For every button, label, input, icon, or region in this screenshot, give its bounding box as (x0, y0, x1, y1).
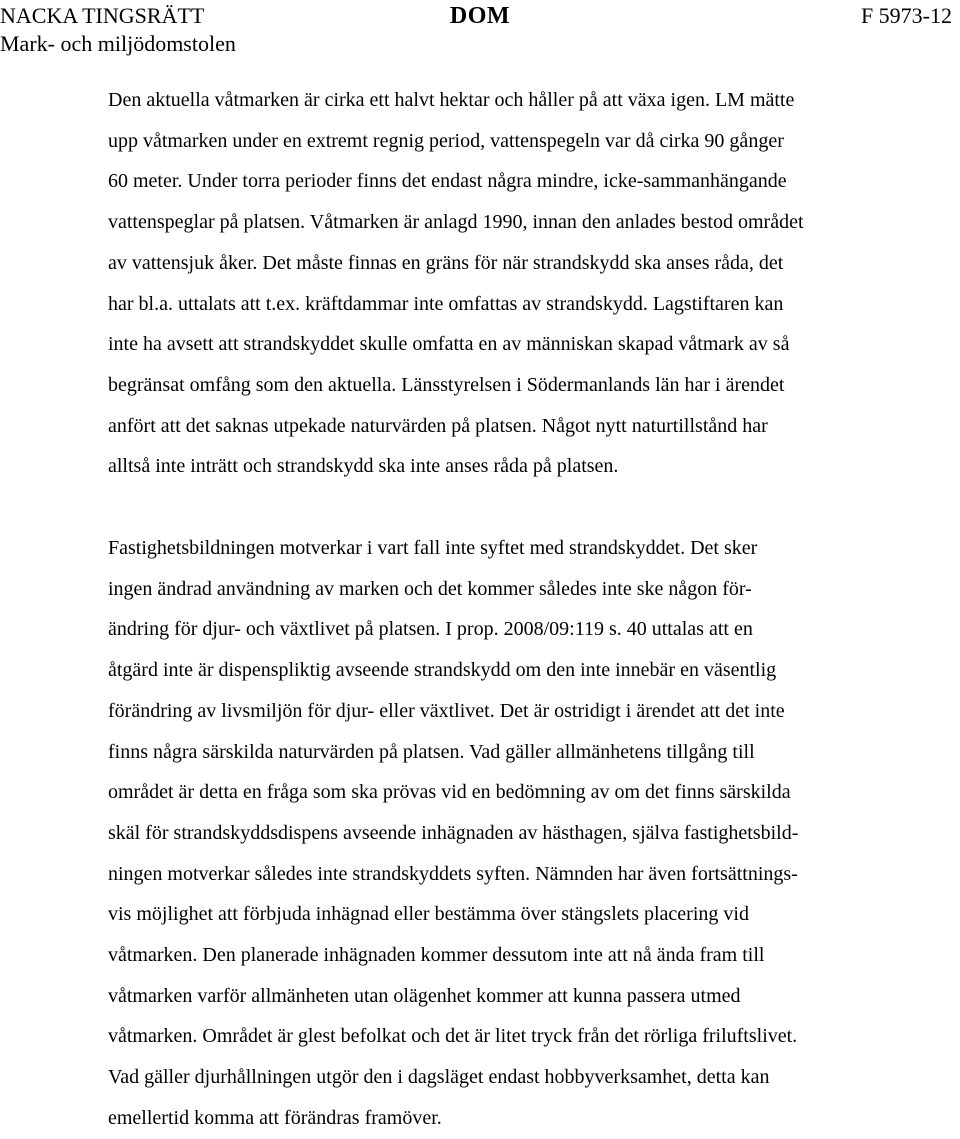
court-division-line: Mark- och miljödomstolen (0, 31, 236, 56)
text-line: anfört att det saknas utpekade naturvärden på platsen. Något nytt naturtillstånd har (108, 414, 768, 437)
paragraph-2 (108, 528, 908, 1139)
text-line: området är detta en fråga som ska prövas vid en bedömning av om det finns särskilda (108, 781, 791, 804)
text-line: skäl för strandskyddsdispens avseende inhägnaden av hästhagen, själva fastighetsbild- (108, 821, 799, 844)
text-line: vattenspeglar på platsen. Våtmarken är anlagd 1990, innan den anlades bestod området (108, 211, 804, 234)
text-line: finns några särskilda naturvärden på platsen. Vad gäller allmänhetens tillgång till (108, 740, 755, 763)
text-line: ingen ändrad användning av marken och det kommer således inte ske någon för- (108, 577, 752, 600)
text-line: begränsat omfång som den aktuella. Länsstyrelsen i Södermanlands län har i ärendet (108, 373, 785, 396)
text-line: 60 meter. Under torra perioder finns det endast några mindre, icke-sammanhängande (108, 170, 787, 193)
text-line: Vad gäller djurhållningen utgör den i dagsläget endast hobbyverksamhet, detta kan (108, 1066, 770, 1089)
document-body (108, 80, 908, 1139)
text-line: emellertid komma att förändras framöver. (108, 1106, 442, 1129)
text-line: ningen motverkar således inte strandskyddets syften. Nämnden har även fortsättnings- (108, 862, 798, 885)
text-line: inte ha avsett att strandskyddet skulle omfatta en av människan skapad våtmark av så (108, 333, 790, 356)
text-line: våtmarken varför allmänheten utan olägenhet kommer att kunna passera utmed (108, 984, 741, 1007)
text-line: ändring för djur- och växtlivet på platsen. I prop. 2008/09:119 s. 40 uttalas att en (108, 618, 753, 641)
text-line: våtmarken. Området är glest befolkat och det är litet tryck från det rörliga friluftslivet. (108, 1025, 798, 1048)
text-line: av vattensjuk åker. Det måste finnas en gräns för när strandskydd ska anses råda, det (108, 251, 784, 274)
text-line: åtgärd inte är dispenspliktig avseende strandskydd om den inte innebär en väsentlig (108, 659, 777, 682)
page-header (0, 0, 960, 60)
text-line: förändring av livsmiljön för djur- eller växtlivet. Det är ostridigt i ärendet att det inte (108, 699, 785, 722)
document-type: DOM (449, 3, 511, 29)
text-line: har bl.a. uttalats att t.ex. kräftdammar inte omfattas av strandskydd. Lagstiftaren kan (108, 292, 784, 315)
text-line: våtmarken. Den planerade inhägnaden kommer dessutom inte att nå ända fram till (108, 944, 765, 967)
paragraph-1 (108, 80, 908, 487)
text-line: alltså inte inträtt och strandskydd ska inte anses råda på platsen. (108, 455, 619, 478)
text-line: upp våtmarken under en extremt regnig period, vattenspegeln var då cirka 90 gånger (108, 129, 784, 152)
case-number: F 5973-12 (860, 3, 952, 28)
text-line: vis möjlighet att förbjuda inhägnad eller bestämma över stängslets placering vid (108, 903, 749, 926)
court-name-line: NACKA TINGSRÄTT (0, 3, 205, 28)
paragraph-spacer (108, 487, 908, 528)
text-line: Fastighetsbildningen motverkar i vart fall inte syftet med strandskyddet. Det sker (108, 537, 758, 560)
text-line: Den aktuella våtmarken är cirka ett halvt hektar och håller på att växa igen. LM mätte (108, 89, 795, 111)
